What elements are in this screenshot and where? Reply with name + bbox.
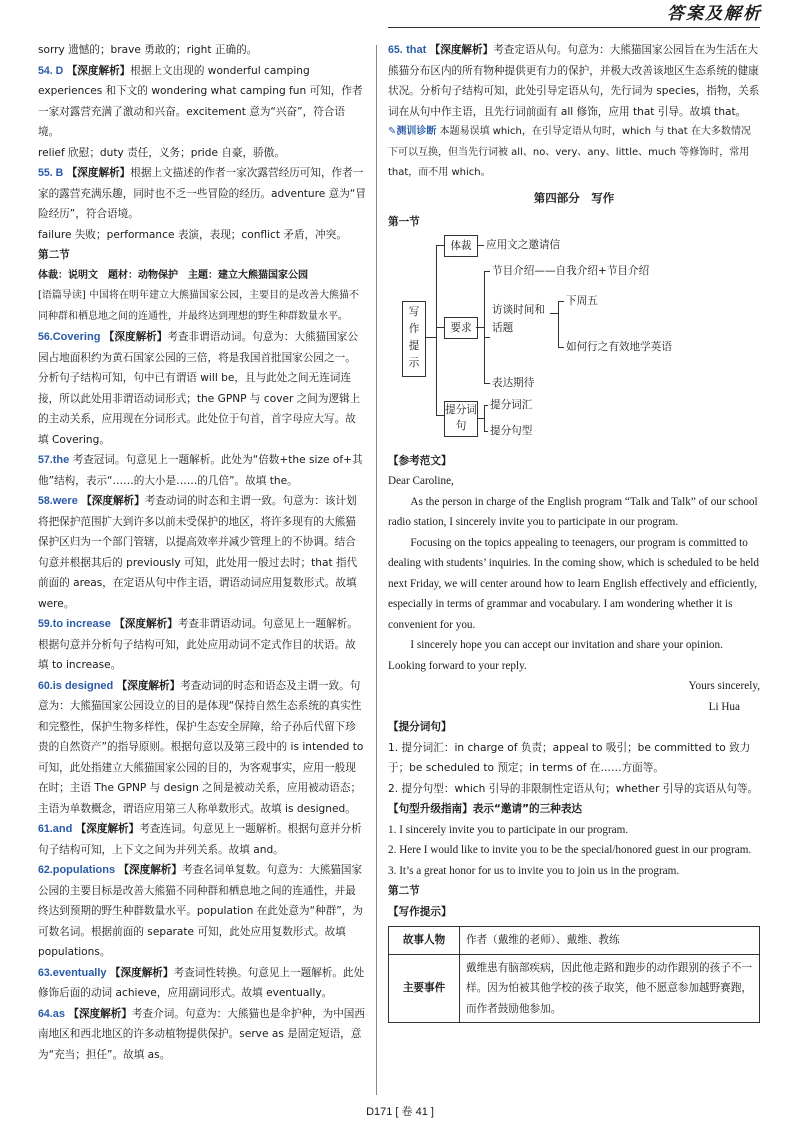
header-rule (388, 27, 760, 28)
text-line: failure 失败；performance 表演，表现；conflict 矛盾，冲突。 (38, 228, 347, 241)
tip-item: 2. 提分句型：which 引导的非限制性定语从句；whether 引导的宾语从句等。 (388, 782, 759, 795)
pencil-icon: ✎ (388, 126, 397, 137)
passage-meta: 体裁：说明文 题材：动物保护 主题：建立大熊猫国家公园 (38, 269, 308, 281)
mindmap-leaf: 下周五 (566, 294, 598, 307)
writing-tips-table (388, 926, 760, 1023)
upgrade-item: 2. Here I would like to invite you to be the special/honored guest in our program. (388, 844, 752, 856)
diagnosis-note: ✎测训诊断 本题易误填 which，在引导定语从句时，which 与 that 在大多数情况下可以互换，但当先行词被 all、no、very、any、little、much 等修饰时，常用 that，而不用 which。 (388, 126, 751, 178)
upgrade-label: 【句型升级指南】表示“邀请”的三种表达 (388, 803, 583, 815)
letter-signature: Li Hua (708, 700, 740, 713)
tip-item: 1. 提分词汇：in charge of 负责；appeal to 吸引；be committed to 致力于；be scheduled to 预定；in terms of 在……方面等。 (388, 741, 751, 774)
answer-63: 63.eventually 【深度解析】考查词性转换。句意见上一题解析。此处修饰后面的动词 achieve，应用副词形式。故填 eventually。 (38, 966, 365, 999)
writing-mindmap (388, 233, 760, 451)
letter-paragraph: As the person in charge of the English program “Talk and Talk” of our school radio station, I sincerely invite you to participate in our program. (388, 495, 758, 528)
answer-59: 59.to increase 【深度解析】考查非谓语动词。句意见上一题解析。根据句意并分析句子结构可知，此处应用动词不定式作目的状语。故填 to increase。 (38, 618, 358, 671)
mindmap-root: 写作提示 (402, 301, 426, 377)
table-cell: 作者（戴维的老师）、戴维、教练 (460, 927, 760, 955)
writing-tips-label: 【写作提示】 (388, 905, 452, 918)
mindmap-leaf: 节目介绍——自我介绍+节目介绍 (492, 264, 650, 277)
mindmap-leaf: 访谈时间和话题 (492, 303, 545, 334)
mindmap-node-genre: 体裁 (444, 235, 478, 257)
answer-55: 55. B 【深度解析】根据上文描述的作者一家次露营经历可知，作者一家的露营充满乐趣，同时也不乏一些冒险的经历。adventure 意为“冒险经历”，符合语境。 (38, 167, 366, 220)
table-header-cell: 主要事件 (389, 954, 460, 1023)
text-line: sorry 遗憾的；brave 勇敢的；right 正确的。 (38, 44, 258, 56)
answer-58: 58.were 【深度解析】考查动词的时态和主谓一致。句意为：该计划将把保护范围扩大到许多以前未受保护的地区，将许多现有的大熊猫保护区归为一个部门管辖，以提高效率并减少管理上的不协调。结合句意并根据其后的 previously 可知，此处用一般过去时；that 指代前面的 areas，在定语从句中作主语，谓语动词应用复数形式。故填 were。 (38, 495, 358, 610)
table-row (389, 954, 760, 1023)
letter-closing: Yours sincerely, (688, 680, 760, 692)
upgrade-item: 3. It’s a great honor for us to invite you to join us in the program. (388, 864, 680, 877)
mindmap-leaf: 应用文之邀请信 (486, 238, 561, 251)
mindmap-node-requirements: 要求 (444, 317, 478, 339)
answer-61: 61.and 【深度解析】考查连词。句意见上一题解析。根据句意并分析句子结构可知，上下文之间为并列关系。故填 and。 (38, 823, 362, 856)
reference-label: 【参考范文】 (388, 454, 452, 467)
answer-60: 60.is designed 【深度解析】考查动词的时态和语态及主谓一致。句意为：大熊猫国家公园设立的目的是体现“保持自然生态系统的真实性和完整性，保护生物多样性，保护生态安全屏障，给子孙后代留下珍贵的自然资产”的指导原则。根据句意以及第三段中的 is intended to 可知，此处指建立大熊猫国家公园的目的，为客观事实，应用一般现在时；主语 The GPNP 与 design 之间是被动关系，应用被动语态；主语为单数概念，谓语应用第三人称单数形式。故填 is designed。 (38, 679, 364, 815)
passage-guide: [语篇导读] 中国将在明年建立大熊猫国家公园，主要目的是改善大熊猫不同种群和栖息地之间的连通性，并最终达到理想的野生种群数量水平。 (38, 290, 359, 322)
section-title: 第二节 (38, 249, 70, 261)
mindmap-leaf: 如何行之有效地学英语 (566, 340, 672, 353)
answer-56: 56.Covering 【深度解析】考查非谓语动词。句意为：大熊猫国家公园占地面积约为黄石国家公园的三倍，将是我国首批国家公园之一。分析句子结构可知，句中已有谓语 will be，且与此处之间无连词连接，所以此处用非谓语动词形式；the GPNP 与 cover 之间为逻辑上的主动关系，应用现在分词形式。此处位于句首，首字母应大写。故填 Covering。 (38, 331, 361, 446)
part-title: 第四部分 写作 (533, 190, 615, 205)
answer-54: 54. D 【深度解析】根据上文出现的 wonderful camping experiences 和下文的 wondering what camping fun 可知，作者一家对露营充满了激动和兴奋。excitement 意为“兴奋”，符合语境。 (38, 64, 363, 138)
tips-label: 【提分词句】 (388, 721, 452, 733)
mindmap-leaf: 提分句型 (490, 424, 533, 437)
letter-greeting: Dear Caroline, (388, 475, 454, 487)
sample-letter (388, 471, 760, 717)
page-header: 答案及解析 (667, 4, 762, 24)
page-footer: D171 [ 卷 41 ] (366, 1105, 434, 1118)
table-cell: 戴维患有脑部疾病，因此他走路和跑步的动作跟别的孩子不一样。因为怕被其他学校的孩子取笑，他不愿意参加越野赛跑，而作者鼓励他参加。 (460, 954, 760, 1023)
mindmap-leaf: 表达期待 (492, 376, 535, 389)
section-title: 第一节 (388, 216, 420, 228)
answer-62: 62.populations 【深度解析】考查名词单复数。句意为：大熊猫国家公园的主要目标是改善大熊猫不同种群和栖息地之间的连通性，并最终达到预期的野生种群数量水平。population 在此处意为“种群”，为可数名词。根据前面的 separate 可知，此处应用复数形式。故填 populations。 (38, 864, 363, 958)
upgrade-item: 1. I sincerely invite you to participate in our program. (388, 823, 629, 836)
right-column (388, 40, 760, 1023)
left-column (38, 40, 366, 1065)
text-line: relief 欣慰；duty 责任，义务；pride 自豪，骄傲。 (38, 146, 285, 159)
table-row (389, 927, 760, 955)
answer-64: 64.as 【深度解析】考查介词。句意为：大熊猫也是伞护种，为中国西南地区和西北地区的许多动植物提供保护。serve as 是固定短语，意为“充当；担任”。故填 as。 (38, 1007, 365, 1061)
column-divider (376, 45, 377, 1095)
section-title: 第二节 (388, 885, 420, 897)
letter-paragraph: I sincerely hope you can accept our invitation and share your opinion. Looking forward to your reply. (388, 639, 723, 672)
answer-65: 65. that 【深度解析】考查定语从句。句意为：大熊猫国家公园旨在为生活在大熊猫分布区内的所有物种提供更有力的保护，并极大改善该地区生态系统的健康状况。分析句子结构可知，此处引导定语从句，先行词为 species，指物，关系词在从句中作主语，且先行词前面有 all 修饰，应用 that 引导。故填 that。 (388, 44, 760, 118)
mindmap-leaf: 提分词汇 (490, 398, 533, 411)
mindmap-node-phrases: 提分词句 (444, 401, 478, 437)
letter-paragraph: Focusing on the topics appealing to teenagers, our program is committed to dealing with students’ inquiries. In the coming show, which is scheduled to be held next Friday, we will center around how to learn English effectively and efficiently, especially in terms of grammar and vocabulary. I am wondering whether it is convenient for you. (388, 536, 759, 631)
table-header-cell: 故事人物 (389, 927, 460, 955)
answer-57: 57.the 考查冠词。句意见上一题解析。此处为“倍数+the size of+其他”结构，表示“……的大小是……的几倍”。故填 the。 (38, 454, 363, 487)
